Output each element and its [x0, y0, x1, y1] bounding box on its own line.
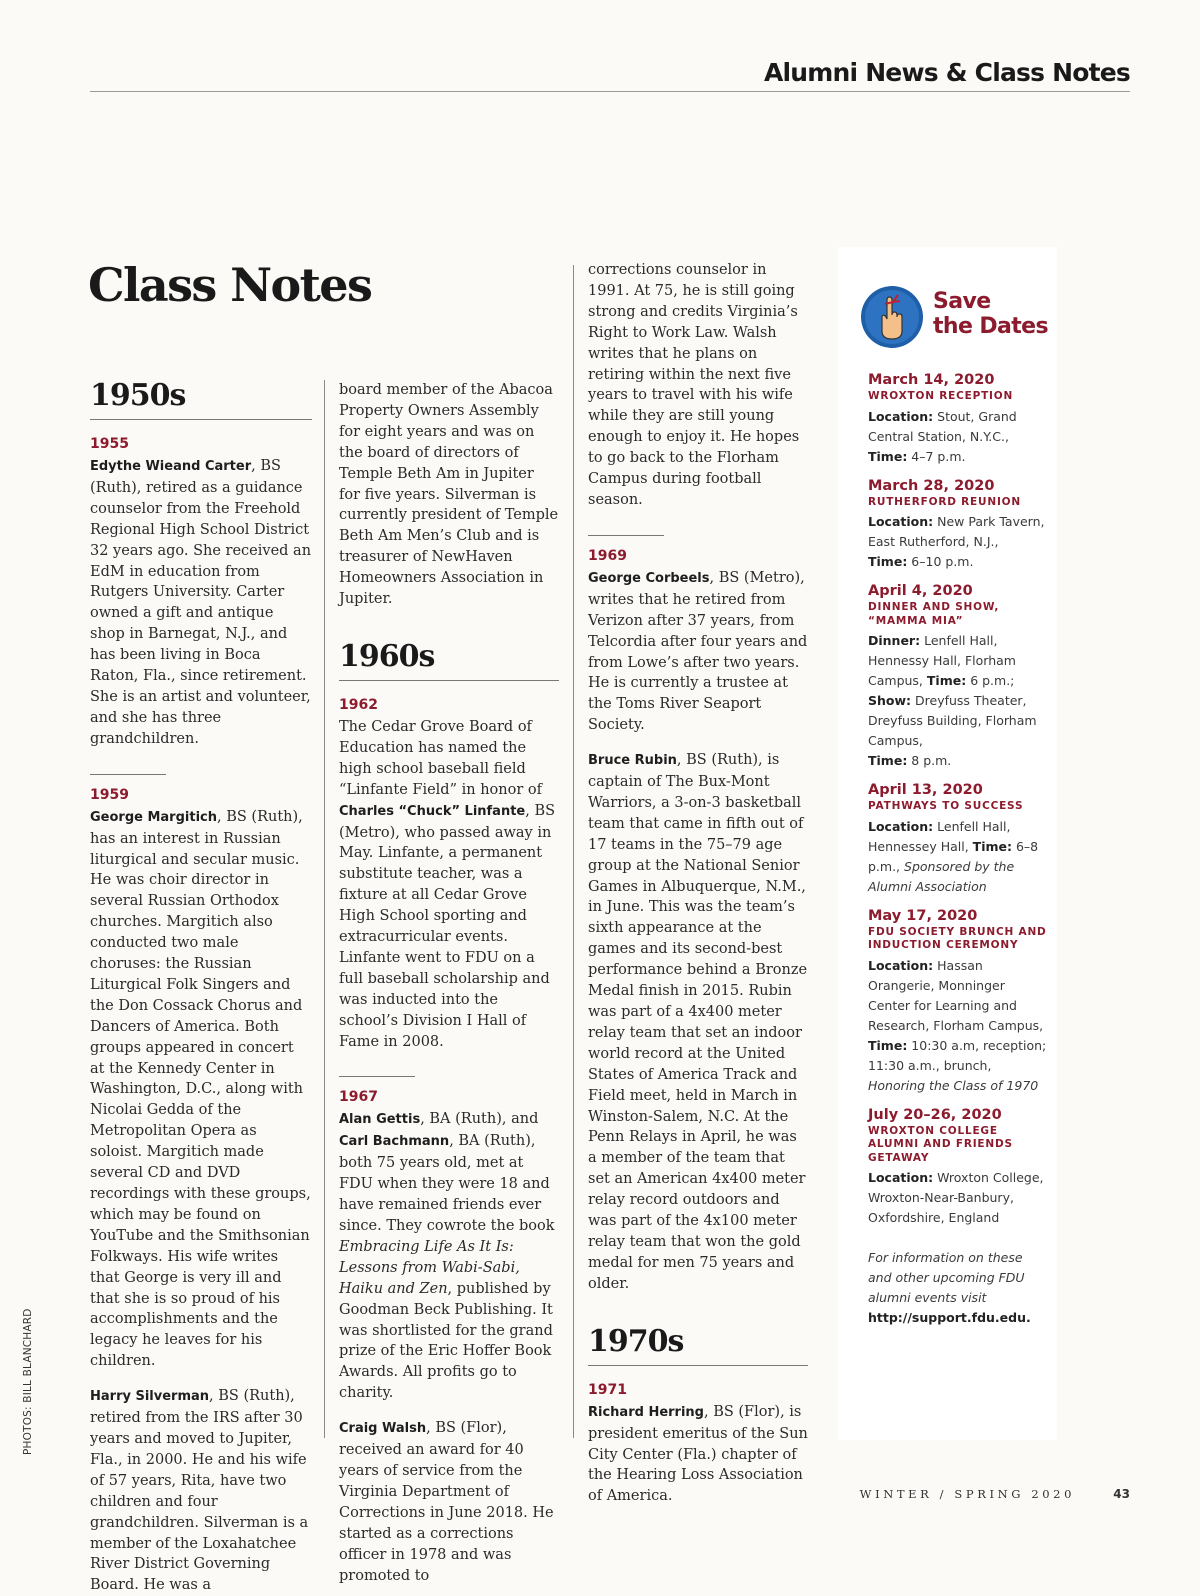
note-divider	[90, 774, 166, 775]
class-note: Harry Silverman, BS (Ruth), retired from the IRS after 30 years and moved to Jupiter, Fla., in 2000. He and his wife of 57 years, Rita, have two children and four grandchildren. Silverman is a member of the Loxahatchee River District Governing Board. He was a	[90, 1388, 309, 1594]
decade-heading: 1950s	[90, 375, 312, 420]
note-divider	[339, 1076, 415, 1077]
event-name: RUTHERFORD REUNION	[868, 495, 1021, 508]
alumni-name: Edythe Wieand Carter	[90, 459, 252, 474]
event-name: WROXTON COLLEGE ALUMNI AND FRIENDS GETAWAY	[868, 1124, 1013, 1164]
support-link[interactable]: http://support.fdu.edu.	[868, 1310, 1031, 1325]
event-item	[868, 1106, 1048, 1229]
section-header-title: Alumni News & Class Notes	[763, 58, 1130, 87]
event-details: Location: Hassan Orangerie, Monninger Center for Learning and Research, Florham Campus, Time: 10:30 a.m, reception; 11:30 a.m., brunch, Honoring the Class of 1970	[868, 957, 1047, 1093]
class-note: Richard Herring, BS (Flor), is president emeritus of the Sun City Center (Fla.) chapter of the Hearing Loss Association of America.	[588, 1403, 808, 1505]
issue-label: WINTER / SPRING 2020	[859, 1487, 1075, 1501]
event-item	[868, 907, 1048, 1096]
event-name: WROXTON RECEPTION	[868, 390, 1014, 402]
event-date: March 14, 2020	[868, 372, 995, 388]
class-note-continued: corrections counselor in 1991. At 75, he is still going strong and credits Virginia’s Right to Work Law. Walsh writes that he plans on retiring within the next five years to travel with his wife while they are still young enough to enjoy it. He hopes to go back to the Florham Campus during football season.	[588, 262, 800, 508]
alumni-name: Alan Gettis	[339, 1112, 421, 1128]
sidebar-footer: For information on these and other upcoming FDU alumni events visit http://support.fdu.edu.	[868, 1250, 1031, 1325]
class-note: Edythe Wieand Carter, BS (Ruth), retired as a guidance counselor from the Freehold Regional High School District 32 years ago. She received an EdM in education from Rutgers University. Carter owned a gift and antique shop in Barnegat, N.J., and has been living in Boca Raton, Fla., since retirement. She is an artist and volunteer, and she has three grandchildren.	[90, 458, 312, 747]
note-divider	[588, 535, 664, 536]
photo-credit: PHOTOS: BILL BLANCHARD	[22, 1308, 34, 1455]
year-heading: 1955	[90, 436, 129, 452]
class-note: George Corbeels, BS (Metro), writes that he retired from Verizon after 37 years, from Telcordia after four years and from Lowe’s after two years. He is currently a trustee at the Toms River Seaport Society.	[588, 569, 808, 734]
alumni-name: George Corbeels	[588, 570, 710, 586]
event-name: PATHWAYS TO SUCCESS	[868, 800, 1024, 812]
class-note: Bruce Rubin, BS (Ruth), is captain of The Bux-Mont Warriors, a 3-on-3 basketball team that came in fifth out of 17 teams in the 75–79 age group at the National Senior Games in Albuquerque, N.M., in June. This was the team’s sixth appearance at the games and its second-best performance behind a Bronze Medal finish in 2015. Rubin was part of a 4x400 meter relay team that set an indoor world record at the United States of America Track and Field meet, held in March in Winston-Salem, N.C. At the Penn Relays in April, he was a member of the team that set an American 4x400 meter relay record outdoors and was part of the 4x100 meter relay team that won the gold medal for men 75 years and older.	[588, 752, 808, 1292]
alumni-name: Craig Walsh	[339, 1421, 427, 1437]
column-3	[588, 260, 808, 1507]
header-divider	[90, 91, 1130, 92]
event-item	[868, 781, 1048, 897]
event-date: May 17, 2020	[868, 907, 978, 924]
event-item	[868, 582, 1048, 771]
column-2	[339, 380, 559, 1586]
alumni-name: Bruce Rubin	[588, 753, 677, 769]
class-note: The Cedar Grove Board of Education has named the high school baseball field “Linfante Field” in honor of Charles “Chuck” Linfante, BS (Metro), who passed away in May. Linfante, a permanent substitute teacher, was a fixture at all Cedar Grove High School sporting and extracurricular events. Linfante went to FDU on a full baseball scholarship and was inducted into the school’s Division I Hall of Fame in 2008.	[339, 718, 556, 1050]
year-heading: 1967	[339, 1089, 378, 1106]
event-list	[868, 371, 1048, 1328]
alumni-name: Richard Herring	[588, 1404, 704, 1420]
decade-heading: 1960s	[339, 636, 559, 681]
alumni-name: Carl Bachmann	[339, 1134, 450, 1150]
column-1	[90, 375, 312, 1596]
book-title: Embracing Life As It Is: Lessons from Wabi-Sabi, Haiku and Zen	[339, 1238, 520, 1297]
class-note: George Margitich, BS (Ruth), has an interest in Russian liturgical and secular music. He was choir director in several Russian Orthodox churches. Margitich also conducted two male choruses: the Russian Liturgical Folk Singers and the Don Cossack Chorus and Dancers of America. Both groups appeared in concert at the Kennedy Center in Washington, D.C., along with Nicolai Gedda of the Metropolitan Opera as soloist. Margitich made several CD and DVD recordings with these groups, which may be found on YouTube and the Smithsonian Folkways. His wife writes that George is very ill and that she is so proud of his accomplishments and the legacy he leaves for his children.	[90, 808, 311, 1370]
event-item	[868, 371, 1048, 467]
sidebar-title: Save the Dates	[933, 289, 1048, 339]
year-heading: 1959	[90, 786, 129, 803]
event-date: July 20–26, 2020	[868, 1106, 1002, 1123]
event-date: March 28, 2020	[868, 477, 995, 494]
alumni-name: Harry Silverman	[90, 1389, 210, 1405]
year-heading: 1969	[588, 547, 627, 564]
finger-string-reminder-icon	[860, 285, 924, 349]
event-details: Location: New Park Tavern, East Rutherford, N.J., Time: 6–10 p.m.	[868, 514, 1045, 569]
class-note: Alan Gettis, BA (Ruth), and Carl Bachmann, BA (Ruth), both 75 years old, met at FDU when they were 18 and have remained friends ever since. They cowrote the book Embracing Life As It Is: Lessons from Wabi-Sabi, Haiku and Zen, published by Goodman Beck Publishing. It was shortlisted for the grand prize of the Eric Hoffer Book Awards. All profits go to charity.	[339, 1111, 555, 1402]
event-name: FDU SOCIETY BRUNCH AND INDUCTION CEREMONY	[868, 925, 1047, 951]
column-divider	[573, 265, 574, 1438]
class-note-continued: board member of the Abacoa Property Owners Assembly for eight years and was on the board of directors of Temple Beth Am in Jupiter for five years. Silverman is currently president of Temple Beth Am Men’s Club and is treasurer of NewHaven Homeowners Association in Jupiter.	[339, 382, 559, 608]
save-the-dates-sidebar	[838, 247, 1057, 1440]
event-details: Location: Lenfell Hall, Hennessey Hall, Time: 6–8 p.m., Sponsored by the Alumni Association	[868, 818, 1039, 894]
column-divider	[324, 380, 325, 1438]
event-item	[868, 477, 1048, 573]
page-number: 43	[1113, 1487, 1130, 1501]
event-details: Location: Stout, Grand Central Station, N.Y.C., Time: 4–7 p.m.	[868, 408, 1017, 464]
event-details: Location: Wroxton College, Wroxton-Near-Banbury, Oxfordshire, England	[868, 1170, 1044, 1225]
event-date: April 13, 2020	[868, 782, 983, 798]
alumni-name: George Margitich	[90, 809, 217, 825]
event-details: Dinner: Lenfell Hall, Hennessy Hall, Florham Campus, Time: 6 p.m.; Show: Dreyfuss Theater, Dreyfuss Building, Florham Campus, Time: 8 p.m.	[868, 633, 1037, 768]
decade-heading: 1970s	[588, 1321, 808, 1366]
year-heading: 1971	[588, 1381, 627, 1398]
year-heading: 1962	[339, 696, 378, 713]
alumni-name: Charles “Chuck” Linfante	[339, 803, 526, 819]
page-title: Class Notes	[88, 258, 372, 312]
event-name: DINNER AND SHOW, “MAMMA MIA”	[868, 601, 1000, 627]
event-date: April 4, 2020	[868, 583, 973, 599]
class-note: Craig Walsh, BS (Flor), received an award for 40 years of service from the Virginia Department of Corrections in June 2018. He started as a corrections officer in 1978 and was promoted to	[339, 1420, 554, 1584]
